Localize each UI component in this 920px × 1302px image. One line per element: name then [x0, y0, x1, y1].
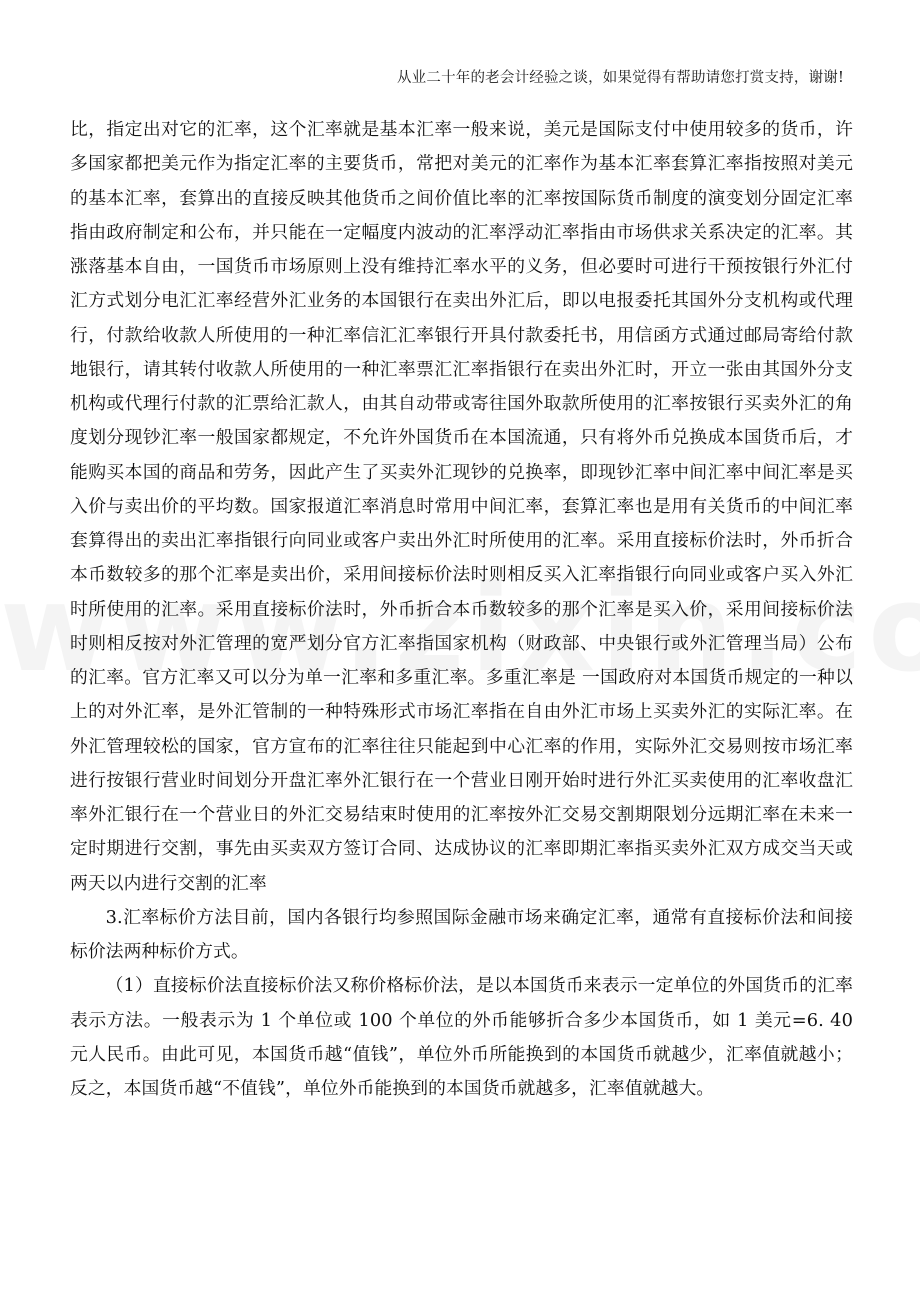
paragraph-direct-quotation: （1）直接标价法直接标价法又称价格标价法，是以本国货币来表示一定单位的外国货币的汇率表示方法。一般表示为 1 个单位或 100 个单位的外币能够折合多少本国货币，如 1 美元=6. 40 元人民币。由此可见，本国货币越“值钱”，单位外币所能换到的本国货币就越少，汇率值就越小；反之，本国货币越“不值钱”，单位外币能换到的本国货币就越多，汇率值就越大。	[70, 975, 853, 1099]
paragraph-quotation-methods: 3.汇率标价方法目前，国内各银行均参照国际金融市场来确定汇率，通常有直接标价法和间接标价法两种标价方式。	[70, 906, 853, 962]
paragraph-exchange-rate-types: 比，指定出对它的汇率，这个汇率就是基本汇率一般来说，美元是国际支付中使用较多的货币，许多国家都把美元作为指定汇率的主要货币，常把对美元的汇率作为基本汇率套算汇率指按照对美元的基本汇率，套算出的直接反映其他货币之间价值比率的汇率按国际货币制度的演变划分固定汇率指由政府制定和公布，并只能在一定幅度内波动的汇率浮动汇率指由市场供求关系决定的汇率。其涨落基本自由，一国货币市场原则上没有维持汇率水平的义务，但必要时可进行干预按银行外汇付汇方式划分电汇汇率经营外汇业务的本国银行在卖出外汇后，即以电报委托其国外分支机构或代理行，付款给收款人所使用的一种汇率信汇汇率银行开具付款委托书，用信函方式通过邮局寄给付款地银行，请其转付收款人所使用的一种汇率票汇汇率指银行在卖出外汇时，开立一张由其国外分支机构或代理行付款的汇票给汇款人，由其自动带或寄往国外取款所使用的汇率按银行买卖外汇的角度划分现钞汇率一般国家都规定，不允许外国货币在本国流通，只有将外币兑换成本国货币后，才能购买本国的商品和劳务，因此产生了买卖外汇现钞的兑换率，即现钞汇率中间汇率中间汇率是买入价与卖出价的平均数。国家报道汇率消息时常用中间汇率，套算汇率也是用有关货币的中间汇率套算得出的卖出汇率指银行向同业或客户卖出外汇时所使用的汇率。采用直接标价法时，外币折合本币数较多的那个汇率是卖出价，采用间接标价法时则相反买入汇率指银行向同业或客户买入外汇时所使用的汇率。采用直接标价法时，外币折合本币数较多的那个汇率是买入价，采用间接标价法时则相反按对外汇管理的宽严划分官方汇率指国家机构（财政部、中央银行或外汇管理当局）公布的汇率。官方汇率又可以分为单一汇率和多重汇率。多重汇率是 一国政府对本国货币规定的一种以上的对外汇率，是外汇管制的一种特殊形式市场汇率指在自由外汇市场上买卖外汇的实际汇率。在外汇管理较松的国家，官方宣布的汇率往往只能起到中心汇率的作用，实际外汇交易则按市场汇率进行按银行营业时间划分开盘汇率外汇银行在一个营业日刚开始时进行外汇买卖使用的汇率收盘汇率外汇银行在一个营业日的外汇交易结束时使用的汇率按外汇交易交割期限划分远期汇率在未来一定时期进行交割，事先由买卖双方签订合同、达成协议的汇率即期汇率指买卖外汇双方成交当天或两天以内进行交割的汇率	[70, 119, 853, 894]
header-note: 从业二十年的老会计经验之谈，如果觉得有帮助请您打赏支持，谢谢!	[396, 70, 844, 86]
document-body	[70, 113, 853, 1106]
